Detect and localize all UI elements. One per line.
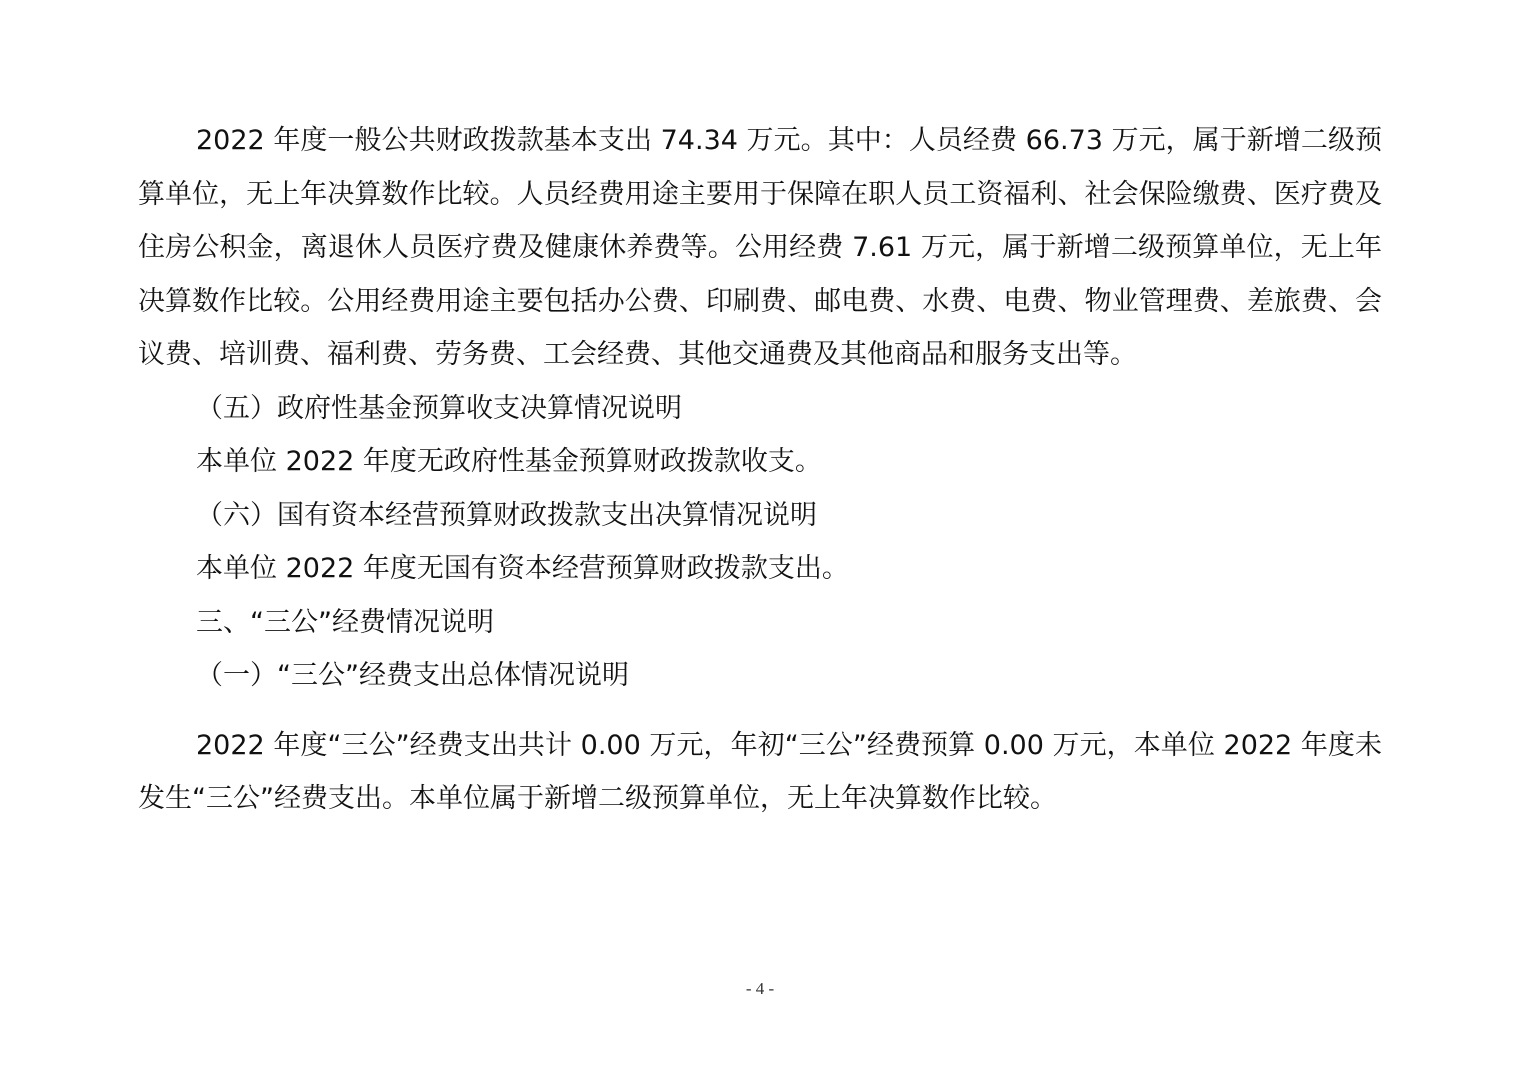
state-capital-paragraph: 本单位 2022 年度无国有资本经营预算财政拨款支出。 [196,553,849,584]
document-body [138,114,1382,826]
three-public-section-heading: 三、“三公”经费情况说明 [196,606,494,638]
three-public-overall-heading: （一）“三公”经费支出总体情况说明 [196,660,629,691]
gov-fund-heading: （五）政府性基金预算收支决算情况说明 [196,392,682,424]
three-public-paragraph: 2022 年度“三公”经费支出共计 0.00 万元，年初“三公”经费预算 0.00 万元，本单位 2022 年度未发生“三公”经费支出。本单位属于新增二级预算单位，无上年决算数作比较。 [138,729,1382,814]
gov-fund-paragraph: 本单位 2022 年度无政府性基金预算财政拨款收支。 [196,446,822,477]
page-number: - 4 - [745,979,775,998]
basic-expenditure-paragraph: 2022 年度一般公共财政拨款基本支出 74.34 万元。其中：人员经费 66.73 万元，属于新增二级预算单位，无上年决算数作比较。人员经费用途主要用于保障在职人员工资福利、社会保险缴费、医疗费及住房公积金，离退休人员医疗费及健康休养费等。公用经费 7.61 万元，属于新增二级预算单位，无上年决算数作比较。公用经费用途主要包括办公费、印刷费、邮电费、水费、电费、物业管理费、差旅费、会议费、培训费、福利费、劳务费、工会经费、其他交通费及其他商品和服务支出等。 [138,125,1382,370]
state-capital-heading: （六）国有资本经营预算财政拨款支出决算情况说明 [196,499,817,531]
